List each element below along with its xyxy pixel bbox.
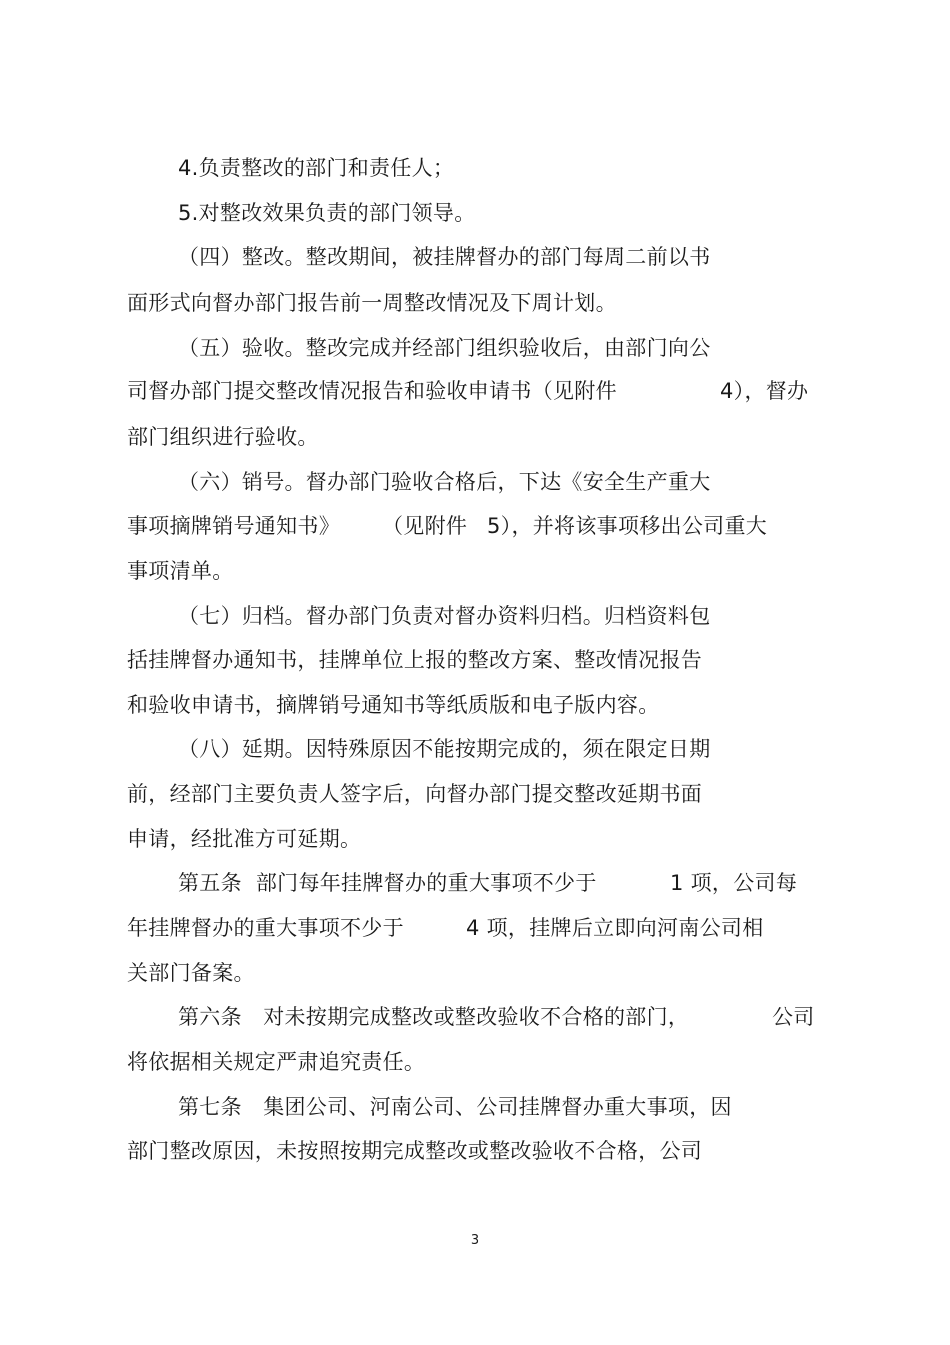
section-acceptance-line-2: 司督办部门提交整改情况报告和验收申请书（见附件	[127, 379, 617, 403]
article-five-line-2: 年挂牌督办的重大事项不少于	[127, 916, 404, 940]
list-item-leader: 5.对整改效果负责的部门领导。	[178, 201, 476, 225]
list-item-responsible-dept: 4.负责整改的部门和责任人；	[178, 156, 455, 180]
section-cancellation-line-1: （六）销号。督办部门验收合格后，下达《安全生产重大	[178, 470, 711, 494]
page-number: 3	[470, 1233, 480, 1248]
section-extension-line-3: 申请，经批准方可延期。	[127, 827, 362, 851]
section-cancellation-line-2-b: （见附件	[382, 514, 468, 538]
section-cancellation-line-2-a: 事项摘牌销号通知书》	[127, 514, 340, 538]
article-five-line-1: 第五条 部门每年挂牌督办的重大事项不少于	[178, 871, 597, 895]
section-cancellation-line-3: 事项清单。	[127, 559, 234, 583]
section-archiving-line-1: （七）归档。督办部门负责对督办资料归档。归档资料包	[178, 604, 711, 628]
article-six-line-1: 第六条 对未按期完成整改或整改验收不合格的部门，	[178, 1005, 690, 1029]
article-five-line-2-tail: 4 项，挂牌后立即向河南公司相	[466, 916, 764, 940]
article-five-line-3: 关部门备案。	[127, 961, 255, 985]
section-acceptance-line-1: （五）验收。整改完成并经部门组织验收后，由部门向公	[178, 336, 711, 360]
article-six-line-1-tail: 公司	[772, 1005, 815, 1029]
article-five-line-1-tail: 1 项，公司每	[670, 871, 798, 895]
section-extension-line-1: （八）延期。因特殊原因不能按期完成的，须在限定日期	[178, 737, 711, 761]
section-rectification-line-2: 面形式向督办部门报告前一周整改情况及下周计划。	[127, 291, 617, 315]
article-seven-line-2: 部门整改原因，未按照按期完成整改或整改验收不合格，公司	[127, 1139, 703, 1163]
section-extension-line-2: 前，经部门主要负责人签字后，向督办部门提交整改延期书面	[127, 782, 703, 806]
section-archiving-line-3: 和验收申请书，摘牌销号通知书等纸质版和电子版内容。	[127, 693, 660, 717]
section-archiving-line-2: 括挂牌督办通知书，挂牌单位上报的整改方案、整改情况报告	[127, 648, 703, 672]
article-six-line-2: 将依据相关规定严肃追究责任。	[127, 1050, 426, 1074]
section-rectification-line-1: （四）整改。整改期间，被挂牌督办的部门每周二前以书	[178, 245, 711, 269]
section-acceptance-line-3: 部门组织进行验收。	[127, 425, 319, 449]
section-acceptance-line-2-tail: 4），督办	[720, 379, 809, 403]
section-cancellation-line-2-c: 5），并将该事项移出公司重大	[487, 514, 768, 538]
article-seven-line-1: 第七条 集团公司、河南公司、公司挂牌督办重大事项，因	[178, 1095, 732, 1119]
